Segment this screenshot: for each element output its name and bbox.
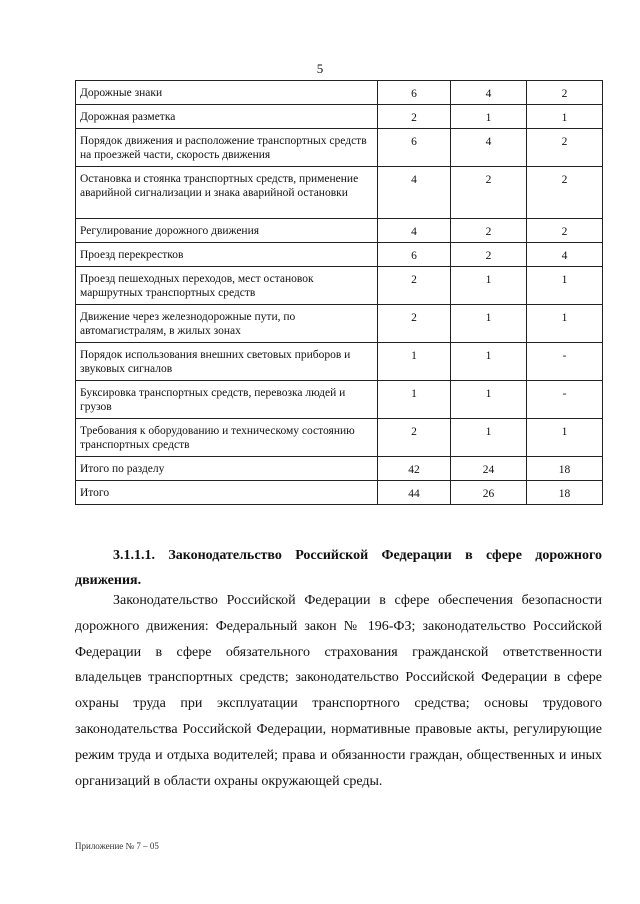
topic-cell: Итого по разделу xyxy=(76,457,378,481)
topic-cell: Буксировка транспортных средств, перевозка людей и грузов xyxy=(76,381,378,419)
hours-practice-cell: - xyxy=(527,381,603,419)
hours-total-cell: 4 xyxy=(378,167,451,219)
hours-practice-cell: 1 xyxy=(527,305,603,343)
page-number: 5 xyxy=(316,61,324,76)
hours-total-cell: 2 xyxy=(378,267,451,305)
table-row xyxy=(76,343,603,381)
table-row xyxy=(76,129,603,167)
hours-practice-cell: 18 xyxy=(527,457,603,481)
hours-practice-cell: 1 xyxy=(527,419,603,457)
hours-theory-cell: 1 xyxy=(451,419,527,457)
table-row xyxy=(76,305,603,343)
topic-cell: Дорожная разметка xyxy=(76,105,378,129)
hours-theory-cell: 24 xyxy=(451,457,527,481)
hours-practice-cell: 2 xyxy=(527,129,603,167)
section-title: 3.1.1.1. Законодательство Российской Федерации в сфере дорожного движения. xyxy=(75,548,602,588)
hours-practice-cell: 18 xyxy=(527,481,603,505)
hours-practice-cell: 2 xyxy=(527,219,603,243)
table-row xyxy=(76,457,603,481)
topic-cell: Проезд перекрестков xyxy=(76,243,378,267)
section-body: Законодательство Российской Федерации в сфере обеспечения безопасности дорожного движения: Федеральный закон № 196-ФЗ; законодательство Российской Федерации в сфере обязательного страхования гражданской ответственности владельцев транспортных средств; законодательство Российской Федерации в сфере охраны труда при эксплуатации транспортного средства; основы трудового законодательства Российской Федерации, нормативные правовые акты, регулирующие режим труда и отдыха водителей; права и обязанности граждан, общественных и иных организаций в области охраны окружающей среды. xyxy=(75,593,602,789)
topic-cell: Регулирование дорожного движения xyxy=(76,219,378,243)
hours-total-cell: 6 xyxy=(378,243,451,267)
topic-cell: Итого xyxy=(76,481,378,505)
hours-total-cell: 6 xyxy=(378,81,451,105)
hours-theory-cell: 1 xyxy=(451,305,527,343)
hours-total-cell: 2 xyxy=(378,105,451,129)
table-row xyxy=(76,419,603,457)
hours-theory-cell: 2 xyxy=(451,219,527,243)
hours-total-cell: 42 xyxy=(378,457,451,481)
table-row xyxy=(76,381,603,419)
hours-total-cell: 4 xyxy=(378,219,451,243)
table-row xyxy=(76,267,603,305)
hours-theory-cell: 2 xyxy=(451,167,527,219)
topic-cell: Требования к оборудованию и техническому состоянию транспортных средств xyxy=(76,419,378,457)
topic-cell: Порядок движения и расположение транспортных средств на проезжей части, скорость движения xyxy=(76,129,378,167)
hours-practice-cell: 1 xyxy=(527,105,603,129)
hours-theory-cell: 26 xyxy=(451,481,527,505)
table-row xyxy=(76,219,603,243)
topic-cell: Порядок использования внешних световых приборов и звуковых сигналов xyxy=(76,343,378,381)
hours-practice-cell: 1 xyxy=(527,267,603,305)
topic-cell: Проезд пешеходных переходов, мест остановок маршрутных транспортных средств xyxy=(76,267,378,305)
table-row xyxy=(76,481,603,505)
topic-cell: Движение через железнодорожные пути, по автомагистралям, в жилых зонах xyxy=(76,305,378,343)
curriculum-table xyxy=(75,80,602,505)
hours-practice-cell: 4 xyxy=(527,243,603,267)
footer-note: Приложение № 7 – 05 xyxy=(75,841,159,851)
hours-theory-cell: 2 xyxy=(451,243,527,267)
hours-total-cell: 2 xyxy=(378,305,451,343)
hours-total-cell: 2 xyxy=(378,419,451,457)
table-row xyxy=(76,81,603,105)
table-row xyxy=(76,167,603,219)
hours-practice-cell: 2 xyxy=(527,167,603,219)
hours-practice-cell: - xyxy=(527,343,603,381)
hours-theory-cell: 1 xyxy=(451,381,527,419)
hours-theory-cell: 4 xyxy=(451,81,527,105)
table-row xyxy=(76,243,603,267)
table-row xyxy=(76,105,603,129)
hours-theory-cell: 1 xyxy=(451,105,527,129)
topic-cell: Остановка и стоянка транспортных средств, применение аварийной сигнализации и знака аварийной остановки xyxy=(76,167,378,219)
hours-theory-cell: 1 xyxy=(451,343,527,381)
table-body xyxy=(76,81,603,505)
topic-cell: Дорожные знаки xyxy=(76,81,378,105)
hours-total-cell: 1 xyxy=(378,381,451,419)
hours-total-cell: 44 xyxy=(378,481,451,505)
hours-total-cell: 1 xyxy=(378,343,451,381)
hours-theory-cell: 1 xyxy=(451,267,527,305)
hours-practice-cell: 2 xyxy=(527,81,603,105)
hours-theory-cell: 4 xyxy=(451,129,527,167)
hours-total-cell: 6 xyxy=(378,129,451,167)
